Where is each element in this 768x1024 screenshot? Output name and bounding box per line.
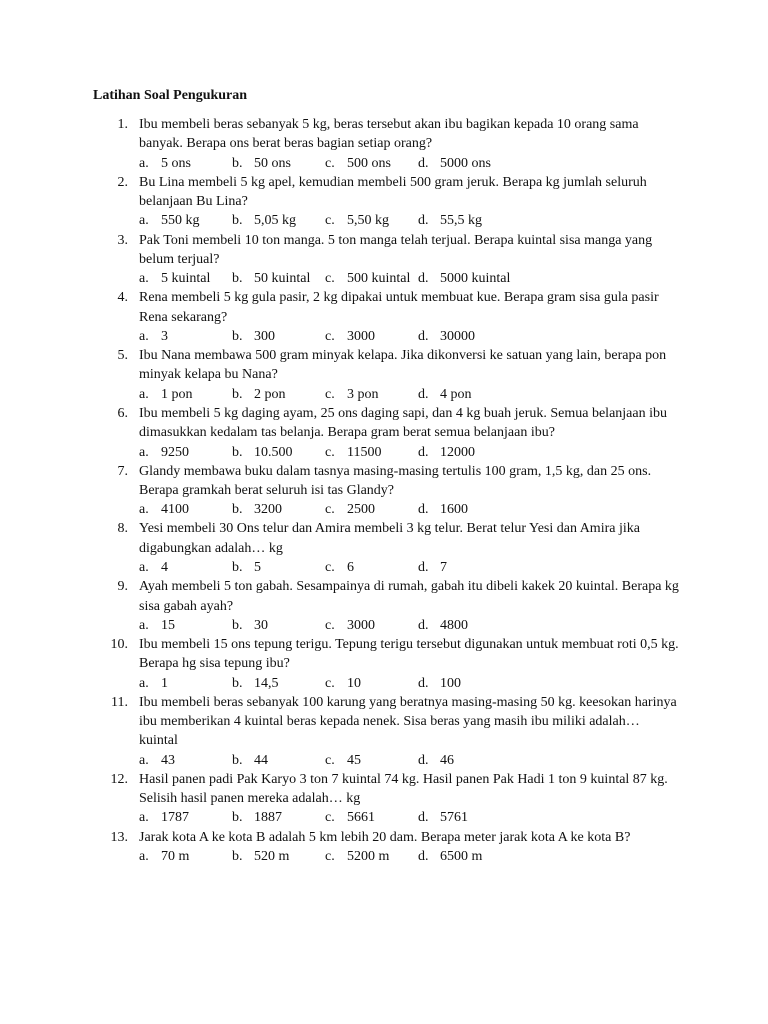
option-letter: c. [325,328,335,344]
answer-option-a [139,616,175,635]
option-value: 11500 [347,444,382,460]
option-value: 45 [347,752,361,768]
answer-option-d [418,500,468,519]
question-item [0,828,768,866]
question-number: 5. [117,348,128,364]
question-number: 7. [117,463,128,479]
option-letter: a. [139,328,149,344]
option-value: 3000 [347,617,375,633]
option-value: 4100 [161,502,189,518]
answer-option-c [325,616,375,635]
answer-option-a [139,751,175,770]
option-letter: a. [139,444,149,460]
option-letter: a. [139,502,149,518]
question-number: 8. [117,521,128,537]
answer-option-d [418,847,482,866]
answer-option-d [418,211,482,230]
answer-options [0,674,768,693]
answer-option-b [232,385,286,404]
option-value: 6500 m [440,848,483,864]
question-text: Ayah membeli 5 ton gabah. Sesampainya di rumah, gabah itu dibeli kakek 20 kuintal. Berapa kg sisa gabah ayah? [139,579,679,614]
question-number: 9. [117,579,128,595]
answer-option-d [418,616,468,635]
answer-option-a [139,500,189,519]
question-item [0,693,768,770]
answer-option-b [232,154,291,173]
option-value: 5000 ons [440,155,491,171]
option-letter: c. [325,444,335,460]
option-letter: c. [325,155,335,171]
option-value: 5761 [440,810,468,826]
question-number: 11. [111,694,128,710]
option-letter: a. [139,752,149,768]
option-value: 1787 [161,810,189,826]
option-letter: a. [139,271,149,287]
option-letter: b. [232,386,243,402]
answer-option-a [139,443,189,462]
option-letter: d. [418,848,429,864]
option-letter: c. [325,560,335,576]
answer-option-c [325,269,410,288]
answer-option-c [325,674,361,693]
answer-option-d [418,674,461,693]
option-value: 30 [254,617,268,633]
option-value: 46 [440,752,454,768]
answer-options [0,616,768,635]
question-item [0,577,768,635]
option-value: 12000 [440,444,475,460]
option-letter: c. [325,752,335,768]
option-value: 9250 [161,444,189,460]
question-number: 1. [117,117,128,132]
answer-option-c [325,385,379,404]
option-value: 43 [161,752,175,768]
option-letter: c. [325,675,335,691]
answer-options [0,211,768,230]
option-letter: a. [139,560,149,576]
answer-option-d [418,558,447,577]
option-letter: b. [232,848,243,864]
option-letter: d. [418,810,429,826]
option-letter: c. [325,848,335,864]
option-letter: d. [418,617,429,633]
option-value: 100 [440,675,461,691]
option-letter: d. [418,271,429,287]
answer-option-d [418,154,491,173]
question-item [0,635,768,693]
option-letter: c. [325,386,335,402]
answer-option-a [139,847,189,866]
answer-option-a [139,154,191,173]
answer-option-b [232,327,275,346]
question-number: 6. [117,405,128,421]
question-text: Ibu membeli beras sebanyak 5 kg, beras tersebut akan ibu bagikan kepada 10 orang sama banyak. Berapa ons berat beras bagian setiap orang? [139,117,639,152]
answer-option-b [232,847,289,866]
option-value: 5200 m [347,848,390,864]
option-value: 5 ons [161,155,191,171]
option-value: 500 kuintal [347,271,411,287]
answer-option-c [325,327,375,346]
option-value: 15 [161,617,175,633]
option-value: 1 [161,675,168,691]
question-text: Rena membeli 5 kg gula pasir, 2 kg dipakai untuk membuat kue. Berapa gram sisa gula pasir Rena sekarang? [139,290,659,325]
answer-options [0,327,768,346]
option-value: 5 [254,560,261,576]
option-letter: a. [139,810,149,826]
option-letter: b. [232,444,243,460]
question-item [0,231,768,289]
question-item [0,173,768,231]
answer-options [0,847,768,866]
option-value: 7 [440,560,447,576]
question-text: Ibu membeli 15 ons tepung terigu. Tepung terigu tersebut digunakan untuk membuat roti 0,5 kg. Berapa hg sisa tepung ibu? [139,637,679,672]
answer-option-a [139,808,189,827]
question-item [0,404,768,462]
option-value: 5,05 kg [254,213,296,229]
answer-option-c [325,847,389,866]
question-item [0,288,768,346]
answer-option-d [418,269,510,288]
option-value: 4 pon [440,386,472,402]
answer-option-c [325,211,389,230]
question-number: 4. [117,290,128,306]
option-letter: b. [232,213,243,229]
option-letter: d. [418,444,429,460]
answer-option-c [325,500,375,519]
answer-option-a [139,674,168,693]
answer-options [0,808,768,827]
answer-options [0,385,768,404]
answer-option-b [232,751,268,770]
question-number: 13. [110,829,128,845]
answer-option-c [325,751,361,770]
option-letter: b. [232,155,243,171]
option-value: 1 pon [161,386,193,402]
option-letter: d. [418,502,429,518]
option-value: 3 [161,328,168,344]
option-letter: d. [418,386,429,402]
question-item [0,462,768,520]
option-letter: b. [232,271,243,287]
question-text: Glandy membawa buku dalam tasnya masing-masing tertulis 100 gram, 1,5 kg, dan 25 ons. Berapa gramkah berat seluruh isi tas Glandy? [139,463,652,498]
option-letter: d. [418,752,429,768]
option-letter: d. [418,560,429,576]
option-value: 5661 [347,810,375,826]
option-value: 6 [347,560,354,576]
option-value: 5,50 kg [347,213,389,229]
option-value: 1600 [440,502,468,518]
question-list [0,115,768,866]
option-value: 3200 [254,502,282,518]
answer-option-d [418,327,475,346]
answer-option-c [325,558,354,577]
option-letter: d. [418,155,429,171]
question-text: Pak Toni membeli 10 ton manga. 5 ton manga telah terjual. Berapa kuintal sisa manga yang belum terjual? [139,232,653,267]
answer-options [0,500,768,519]
question-number: 2. [117,174,128,190]
option-letter: a. [139,848,149,864]
question-text: Hasil panen padi Pak Karyo 3 ton 7 kuintal 74 kg. Hasil panen Pak Hadi 1 ton 9 kuintal 87 kg. Selisih hasil panen mereka adalah… kg [139,771,668,807]
question-text: Ibu Nana membawa 500 gram minyak kelapa. Jika dikonversi ke satuan yang lain, berapa pon minyak kelapa bu Nana? [139,348,667,383]
answer-option-b [232,808,282,827]
question-number: 10. [110,637,128,653]
option-value: 30000 [440,328,475,344]
option-letter: c. [325,502,335,518]
option-value: 550 kg [161,213,200,229]
option-value: 55,5 kg [440,213,482,229]
option-letter: b. [232,752,243,768]
option-letter: d. [418,675,429,691]
option-letter: b. [232,328,243,344]
answer-option-b [232,674,279,693]
option-value: 50 ons [254,155,291,171]
answer-option-b [232,500,282,519]
answer-option-d [418,751,454,770]
option-value: 50 kuintal [254,271,311,287]
question-item [0,519,768,577]
answer-option-b [232,211,296,230]
option-letter: a. [139,213,149,229]
answer-option-b [232,269,310,288]
question-text: Ibu membeli beras sebanyak 100 karung yang beratnya masing-masing 50 kg. keesokan harinya ibu memberikan 4 kuintal beras kepada nenek. Sisa beras yang masih ibu miliki adalah… kuintal [139,694,677,749]
option-value: 2 pon [254,386,286,402]
question-text: Bu Lina membeli 5 kg apel, kemudian membeli 500 gram jeruk. Berapa kg jumlah seluruh belanjaan Bu Lina? [139,174,647,210]
question-text: Yesi membeli 30 Ons telur dan Amira membeli 3 kg telur. Berat telur Yesi dan Amira jika digabungkan adalah… kg [139,521,640,556]
option-letter: d. [418,213,429,229]
option-letter: c. [325,271,335,287]
question-text: Jarak kota A ke kota B adalah 5 km lebih 20 dam. Berapa meter jarak kota A ke kota B? [139,829,631,845]
option-letter: a. [139,675,149,691]
answer-option-a [139,211,200,230]
option-letter: b. [232,502,243,518]
answer-option-a [139,327,168,346]
answer-option-d [418,808,468,827]
option-letter: a. [139,617,149,633]
option-value: 5000 kuintal [440,271,511,287]
option-letter: a. [139,386,149,402]
answer-option-c [325,443,381,462]
answer-option-c [325,154,391,173]
option-letter: c. [325,617,335,633]
answer-options [0,443,768,462]
answer-options [0,154,768,173]
question-text: Ibu membeli 5 kg daging ayam, 25 ons daging sapi, dan 4 kg buah jeruk. Semua belanjaan ibu dimasukkan kedalam tas belanja. Berapa gram berat semua belanjaan ibu? [139,405,667,441]
answer-options [0,751,768,770]
option-value: 500 ons [347,155,391,171]
question-number: 3. [117,232,128,248]
option-value: 3 pon [347,386,379,402]
option-value: 14,5 [254,675,279,691]
option-value: 300 [254,328,275,344]
page-title: Latihan Soal Pengukuran [93,88,248,103]
option-letter: b. [232,810,243,826]
option-value: 520 m [254,848,290,864]
option-value: 10.500 [254,444,293,460]
answer-option-a [139,385,193,404]
option-letter: b. [232,617,243,633]
answer-option-a [139,269,210,288]
answer-option-c [325,808,375,827]
option-value: 70 m [161,848,190,864]
question-item [0,115,768,173]
option-value: 3000 [347,328,375,344]
question-item [0,770,768,828]
option-value: 4 [161,560,168,576]
option-letter: a. [139,155,149,171]
option-value: 5 kuintal [161,271,211,287]
option-letter: b. [232,560,243,576]
option-letter: c. [325,810,335,826]
option-letter: d. [418,328,429,344]
option-letter: c. [325,213,335,229]
option-value: 2500 [347,502,375,518]
answer-option-d [418,443,475,462]
question-item [0,346,768,404]
answer-options [0,558,768,577]
option-value: 44 [254,752,268,768]
answer-options [0,269,768,288]
option-value: 1887 [254,810,282,826]
answer-option-b [232,443,293,462]
option-letter: b. [232,675,243,691]
answer-option-d [418,385,472,404]
answer-option-b [232,558,261,577]
answer-option-b [232,616,268,635]
option-value: 10 [347,675,361,691]
answer-option-a [139,558,168,577]
question-number: 12. [110,771,128,787]
option-value: 4800 [440,617,468,633]
